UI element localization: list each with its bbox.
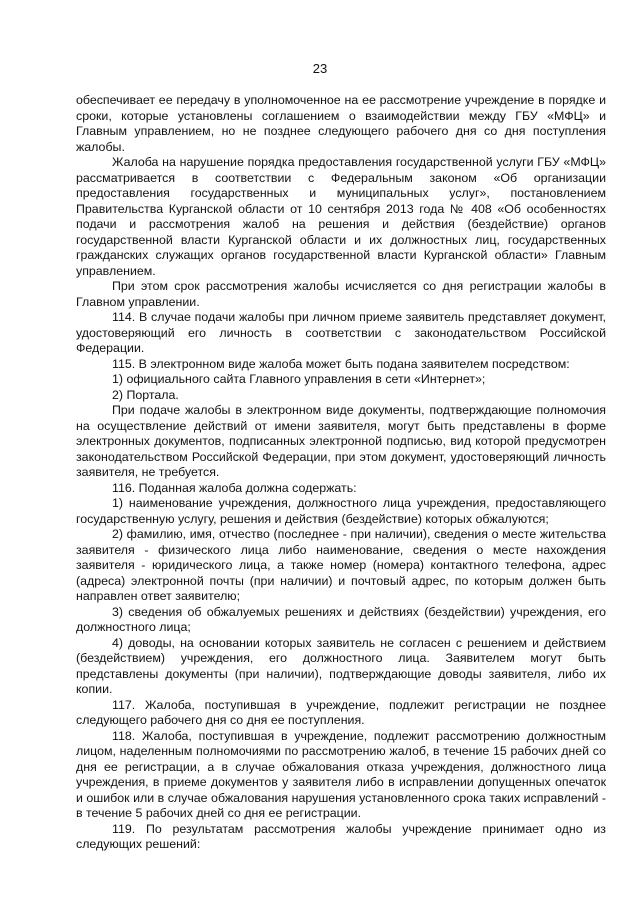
- document-body: [76, 93, 606, 853]
- page-number: 23: [312, 61, 328, 76]
- paragraph: 3) сведения об обжалуемых решениях и действиях (бездействии) учреждения, его должностного лица;: [76, 604, 606, 634]
- paragraph: 116. Поданная жалоба должна содержать:: [112, 480, 357, 495]
- paragraph: 4) доводы, на основании которых заявитель не согласен с решением и действием (бездействием) учреждения, его должностного лица. Заявителем могут быть представлены документы (при наличии), подтверждающие доводы заявителя, либо их копии.: [76, 635, 606, 696]
- paragraph: 2) Портала.: [112, 387, 179, 402]
- paragraph: При этом срок рассмотрения жалобы исчисляется со дня регистрации жалобы в Главном управлении.: [76, 279, 606, 309]
- paragraph: 117. Жалоба, поступившая в учреждение, подлежит регистрации не позднее следующего рабочего дня со дня ее поступления.: [76, 697, 606, 727]
- paragraph: Жалоба на нарушение порядка предоставления государственной услуги ГБУ «МФЦ» рассматривается в соответствии с Федеральным законом «Об организации предоставления государственных и муниципальных услуг», постановлением Правительства Курганской области от 10 сентября 2013 года № 408 «Об особенностях подачи и рассмотрения жалоб на решения и действия (бездействие) органов государственной власти Курганской области и их должностных лиц, государственных гражданских служащих органов государственной власти Курганской области» Главным управлением.: [76, 155, 606, 278]
- paragraph: обеспечивает ее передачу в уполномоченное на ее рассмотрение учреждение в порядке и сроки, которые установлены соглашением о взаимодействии между ГБУ «МФЦ» и Главным управлением, но не позднее следующего рабочего дня со дня поступления жалобы.: [76, 93, 606, 154]
- paragraph: 1) наименование учреждения, должностного лица учреждения, предоставляющего государственную услугу, решения и действия (бездействие) которых обжалуются;: [76, 496, 606, 526]
- paragraph: При подаче жалобы в электронном виде документы, подтверждающие полномочия на осуществление действий от имени заявителя, могут быть представлены в форме электронных документов, подписанных электронной подписью, вид которой предусмотрен законодательством Российской Федерации, при этом документ, удостоверяющий личность заявителя, не требуется.: [76, 403, 606, 479]
- paragraph: 114. В случае подачи жалобы при личном приеме заявитель представляет документ, удостоверяющий его личность в соответствии с законодательством Российской Федерации.: [76, 310, 606, 355]
- paragraph: 119. По результатам рассмотрения жалобы учреждение принимает одно из следующих решений:: [76, 821, 606, 851]
- paragraph: 115. В электронном виде жалоба может быть подана заявителем посредством:: [112, 356, 570, 371]
- paragraph: 118. Жалоба, поступившая в учреждение, подлежит рассмотрению должностным лицом, наделенным полномочиями по рассмотрению жалоб, в течение 15 рабочих дней со дня ее регистрации, а в случае обжалования отказа учреждения, должностного лица учреждения, в приеме документов у заявителя либо в исправлении допущенных опечаток и ошибок или в случае обжалования нарушения установленного срока таких исправлений - в течение 5 рабочих дней со дня ее регистрации.: [76, 728, 606, 820]
- paragraph: 2) фамилию, имя, отчество (последнее - при наличии), сведения о месте жительства заявителя - физического лица либо наименование, сведения о месте нахождения заявителя - юридического лица, а также номер (номера) контактного телефона, адрес (адреса) электронной почты (при наличии) и почтовый адрес, по которым должен быть направлен ответ заявителю;: [76, 527, 606, 603]
- paragraph: 1) официального сайта Главного управления в сети «Интернет»;: [112, 372, 486, 386]
